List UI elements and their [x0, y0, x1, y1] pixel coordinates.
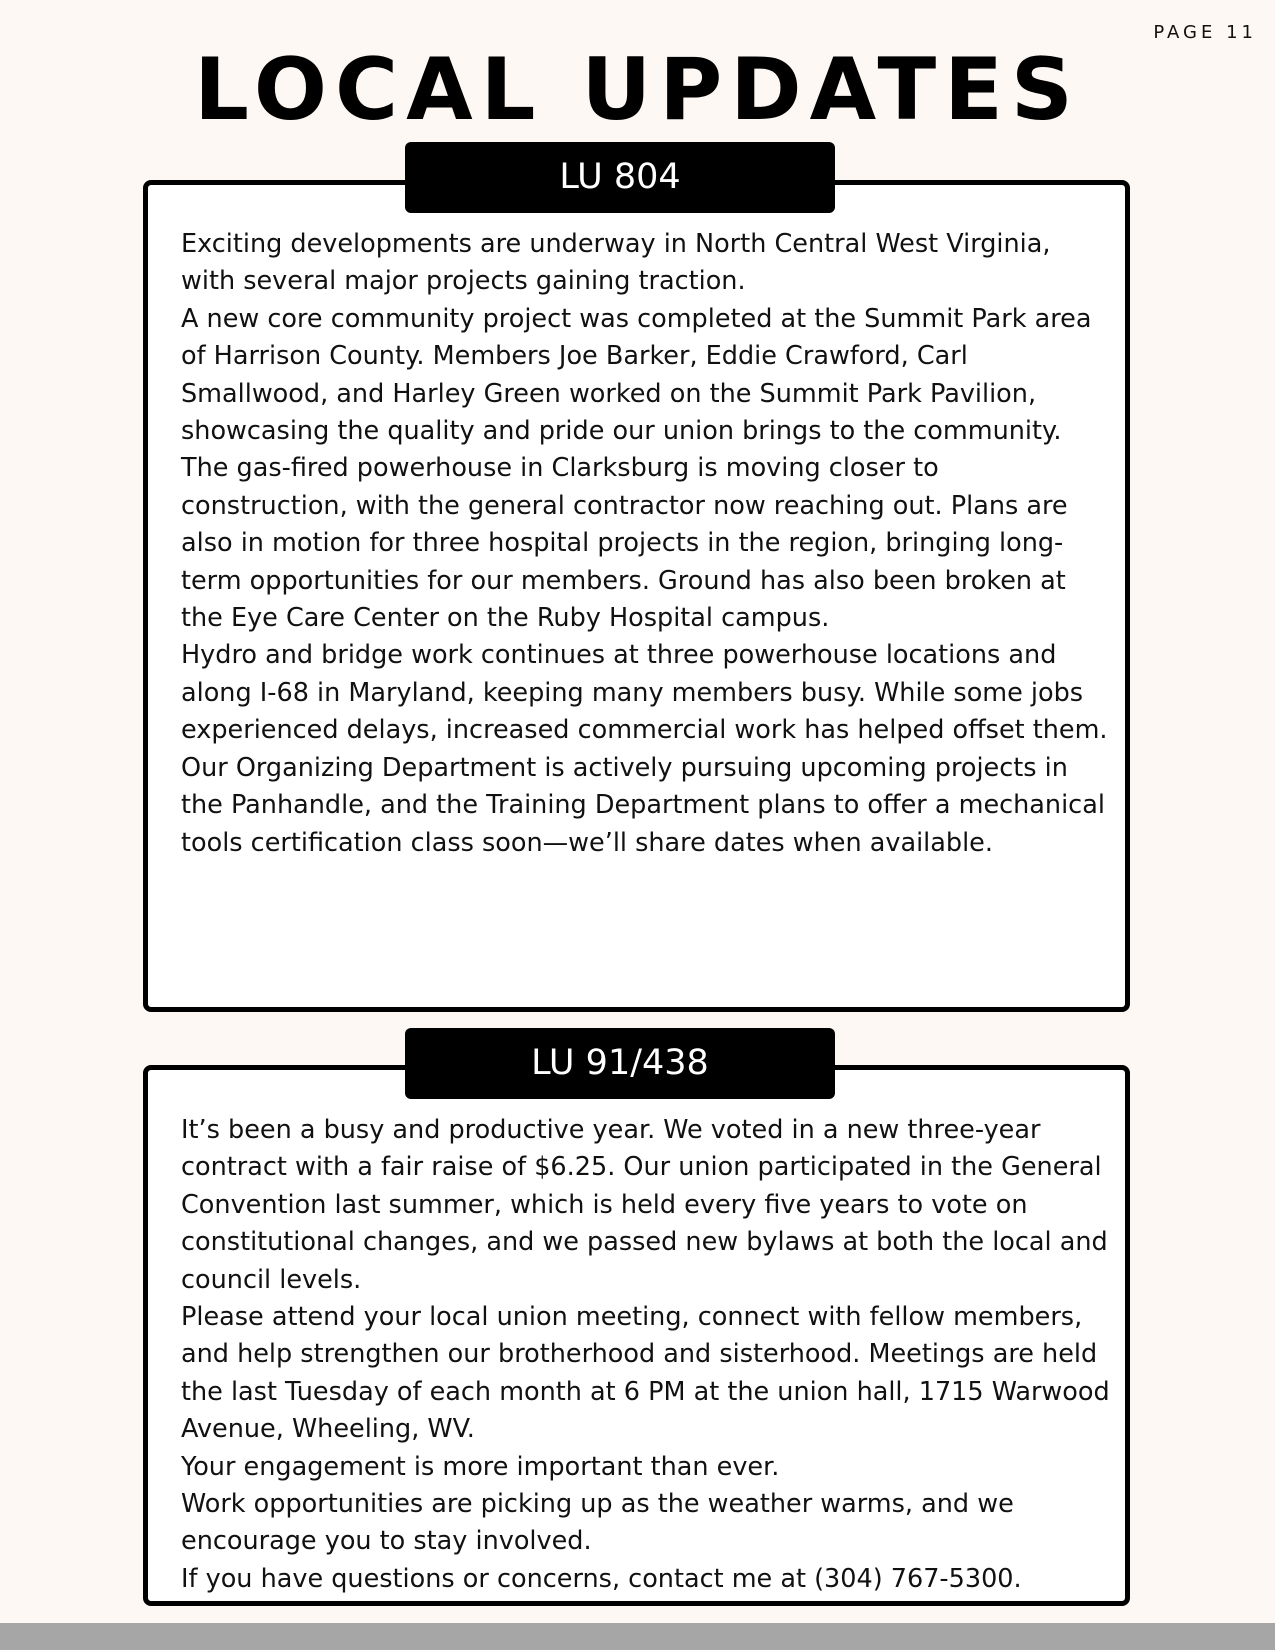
- paragraph: Work opportunities are picking up as the weather warms, and we encourage you to stay involved.: [181, 1489, 1014, 1557]
- paragraph: Your engagement is more important than ever.: [181, 1451, 780, 1482]
- paragraph: The gas-fired powerhouse in Clarksburg is moving closer to construction, with the general contractor now reaching out. Plans are also in motion for three hospital projects in the region, bringing long-term opportunities for our members. Ground has also been broken at the Eye Care Center on the Ruby Hospital campus.: [181, 453, 1068, 634]
- page-number: PAGE 11: [1153, 22, 1257, 43]
- section-body-lu-91-438: [181, 1112, 1111, 1598]
- section-body-lu-804: [181, 226, 1111, 862]
- bottom-bar: [0, 1623, 1275, 1650]
- paragraph: Hydro and bridge work continues at three powerhouse locations and along I-68 in Maryland, keeping many members busy. While some jobs experienced delays, increased commercial work has helped offset them.: [181, 640, 1108, 746]
- paragraph: A new core community project was completed at the Summit Park area of Harrison County. Members Joe Barker, Eddie Crawford, Carl Smallwood, and Harley Green worked on the Summit Park Pavilion, showcasing the quality and pride our union brings to the community.: [181, 303, 1092, 447]
- section-heading-lu-91-438: LU 91/438: [405, 1028, 835, 1099]
- paragraph: Exciting developments are underway in North Central West Virginia, with several major projects gaining traction.: [181, 229, 1051, 297]
- paragraph: Our Organizing Department is actively pursuing upcoming projects in the Panhandle, and the Training Department plans to offer a mechanical tools certification class soon—we’ll share dates when available.: [181, 752, 1105, 858]
- page-title: LOCAL UPDATES: [194, 40, 1081, 140]
- paragraph: It’s been a busy and productive year. We voted in a new three-year contract with a fair raise of $6.25. Our union participated in the General Convention last summer, which is held every five years to vote on constitutional changes, and we passed new bylaws at both the local and council levels.: [181, 1115, 1108, 1295]
- section-heading-lu-804: LU 804: [405, 142, 835, 213]
- paragraph: Please attend your local union meeting, connect with fellow members, and help strengthen our brotherhood and sisterhood. Meetings are held the last Tuesday of each month at 6 PM at the union hall, 1715 Warwood Avenue, Wheeling, WV.: [181, 1302, 1110, 1445]
- paragraph: If you have questions or concerns, contact me at (304) 767-5300.: [181, 1563, 1022, 1594]
